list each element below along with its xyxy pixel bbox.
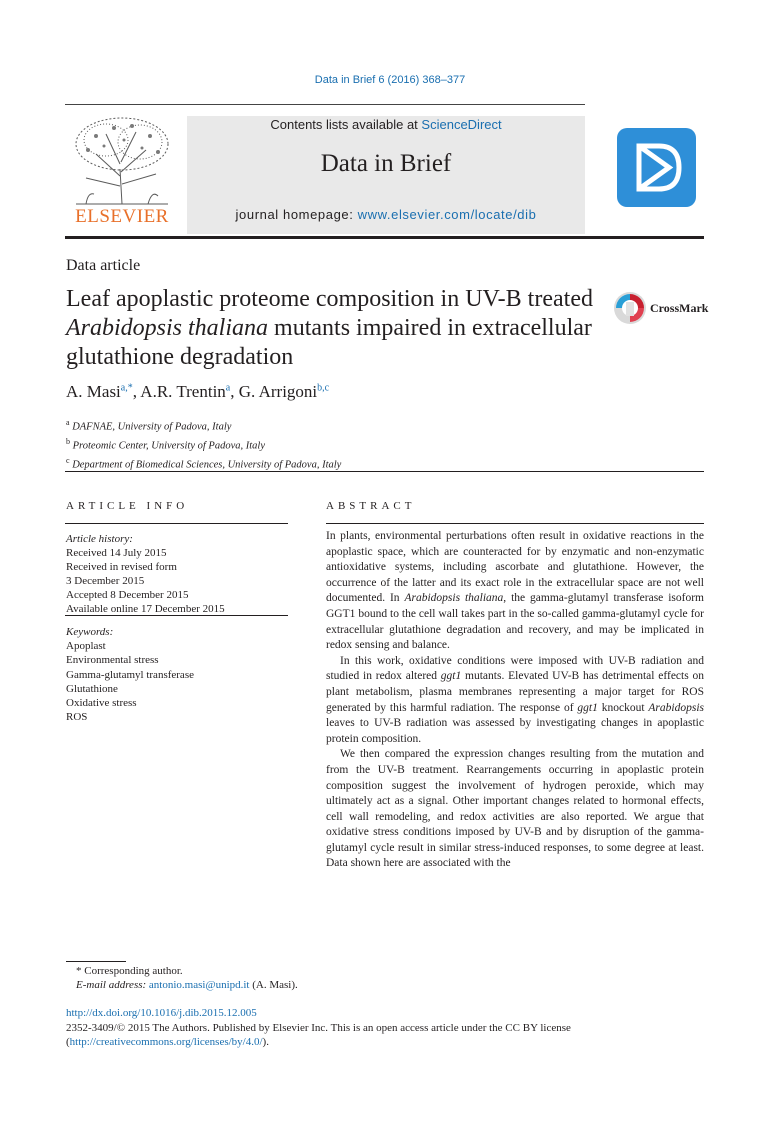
corresponding-author-note: * Corresponding author. [76,965,183,977]
contents-prefix: Contents lists available at [270,117,418,132]
keywords-label: Keywords: [66,626,114,638]
crossmark-label: CrossMark [650,301,709,315]
crossmark-badge[interactable] [612,290,708,326]
elsevier-wordmark: ELSEVIER [75,206,169,227]
abstract-body [326,529,704,872]
affiliation: $^c$ Department of Biomedical Sciences, University of Padova, Italy [66,456,342,471]
title-part2: mutants impaired in extracellular glutathione degradation [66,315,592,370]
article-info-heading: ARTICLE INFO [66,500,189,512]
author-name[interactable]: A. Masi [66,382,121,401]
author-affil-mark[interactable]: b,c [317,382,330,394]
title-species: Arabidopsis thaliana [66,315,269,341]
abstract-paragraph: We then compared the expression changes resulting from the mutation and from the UV-B treatment. Rearrangements occurring in apoplastic protein composition suggest the involvement of hydrogen peroxide, which may ultimately act as a signal. Other important changes related to hormonal effects, cell wall remodeling, and redox activities are also reported. We argue that oxidative stress conditions imposed by UV-B and by disruption of the gamma-glutamyl cycle result in similar stress-induced responses, to some degree at least. Data shown here are associated with the [326,748,704,870]
affiliations [66,416,341,473]
journal-reference-link[interactable]: Data in Brief 6 (2016) 368–377 [314,74,466,86]
keyword: Glutathione [66,682,118,695]
keyword: Oxidative stress [66,697,137,710]
author-name[interactable]: G. Arrigoni [238,382,318,401]
journal-title: Data in Brief [320,150,452,177]
author-affil-mark[interactable]: a [225,382,231,394]
footnote [66,964,298,992]
article-type: Data article [66,257,141,274]
contents-line [187,117,585,132]
article-history [66,532,288,616]
affiliation: $^b$ Proteomic Center, University of Padova, Italy [66,437,265,452]
keywords [66,625,194,724]
abstract-paragraph: In this work, oxidative conditions were imposed with UV-B radiation and studied in redox altered ggt1 mutants. Elevated UV-B has detrimental effects on plant metabolism, plasma membranes representing a major target for ROS generated by this harmful radiation. The response of ggt1 knockout Arabidopsis leaves to UV-B radiation was assessed by investigating changes in apoplastic protein composition. [326,654,704,745]
history-item: Received in revised form [66,561,177,573]
history-item: Available online 17 December 2015 [66,603,225,615]
header-thick-rule [65,236,704,239]
history-item: Received 14 July 2015 [66,547,167,559]
homepage-prefix: journal homepage: [235,207,354,222]
keyword: Gamma-glutamyl transferase [66,668,194,681]
homepage-line [187,207,585,222]
history-item: 3 December 2015 [66,575,145,587]
keyword: Apoplast [66,640,106,653]
sciencedirect-link[interactable]: ScienceDirect [421,117,502,132]
homepage-link[interactable]: www.elsevier.com/locate/dib [357,207,537,222]
title-part1: Leaf apoplastic proteome composition in UV-B treated [66,286,593,312]
email-link[interactable]: antonio.masi@unipd.it [148,979,250,991]
abstract-paragraph: In plants, environmental perturbations often result in oxidative reactions in the apoplastic space, which are counteracted for by enzymatic and non-enzymatic antioxidative systems, including ascorbate and glutathione. However, the occurrence of the latter and its exact role in the extracellular space are not well documented. In Arabidopsis thaliana, the gamma-glutamyl transferase isoform GGT1 bound to the cell wall takes part in the so-called gamma-glutamyl cycle for extracellular glutathione degradation and recovery, and may be implicated in redox sensing and balance. [326,530,704,652]
header-rule [65,104,585,105]
history-rule [65,615,288,616]
keyword: Environmental stress [66,654,159,667]
doi-link[interactable]: http://dx.doi.org/10.1016/j.dib.2015.12.005 [66,1007,257,1019]
author-list: A. Masi$^{a,*}$, A.R. Trentin$^a$, G. Arrigoni$^{b,c}$ [66,382,330,401]
license-text: 2352-3409/© 2015 The Authors. Published by Elsevier Inc. This is an open access article under the CC BY license [66,1021,571,1034]
email-note: E-mail address: antonio.masi@unipd.it (A. Masi). [76,979,298,991]
history-item: Accepted 8 December 2015 [66,589,189,601]
history-label: Article history: [66,533,133,545]
footnote-rule [66,961,126,962]
data-in-brief-logo [617,128,696,207]
keyword: ROS [66,711,88,724]
author-affil-mark[interactable]: a,* [120,382,133,394]
abstract-rule [326,523,704,524]
doi-license-block [66,1006,706,1050]
crossmark-icon [612,290,648,326]
license-link[interactable]: http://creativecommons.org/licenses/by/4.0/ [69,1036,263,1048]
article-title [66,285,606,372]
article-info-rule [65,523,288,524]
affiliation: $^a$ DAFNAE, University of Padova, Italy [66,418,232,433]
license-url-line: (http://creativecommons.org/licenses/by/4.0/). [66,1036,269,1048]
author-name[interactable]: A.R. Trentin [140,382,226,401]
section-rule [65,471,704,472]
abstract-heading: ABSTRACT [326,500,416,512]
